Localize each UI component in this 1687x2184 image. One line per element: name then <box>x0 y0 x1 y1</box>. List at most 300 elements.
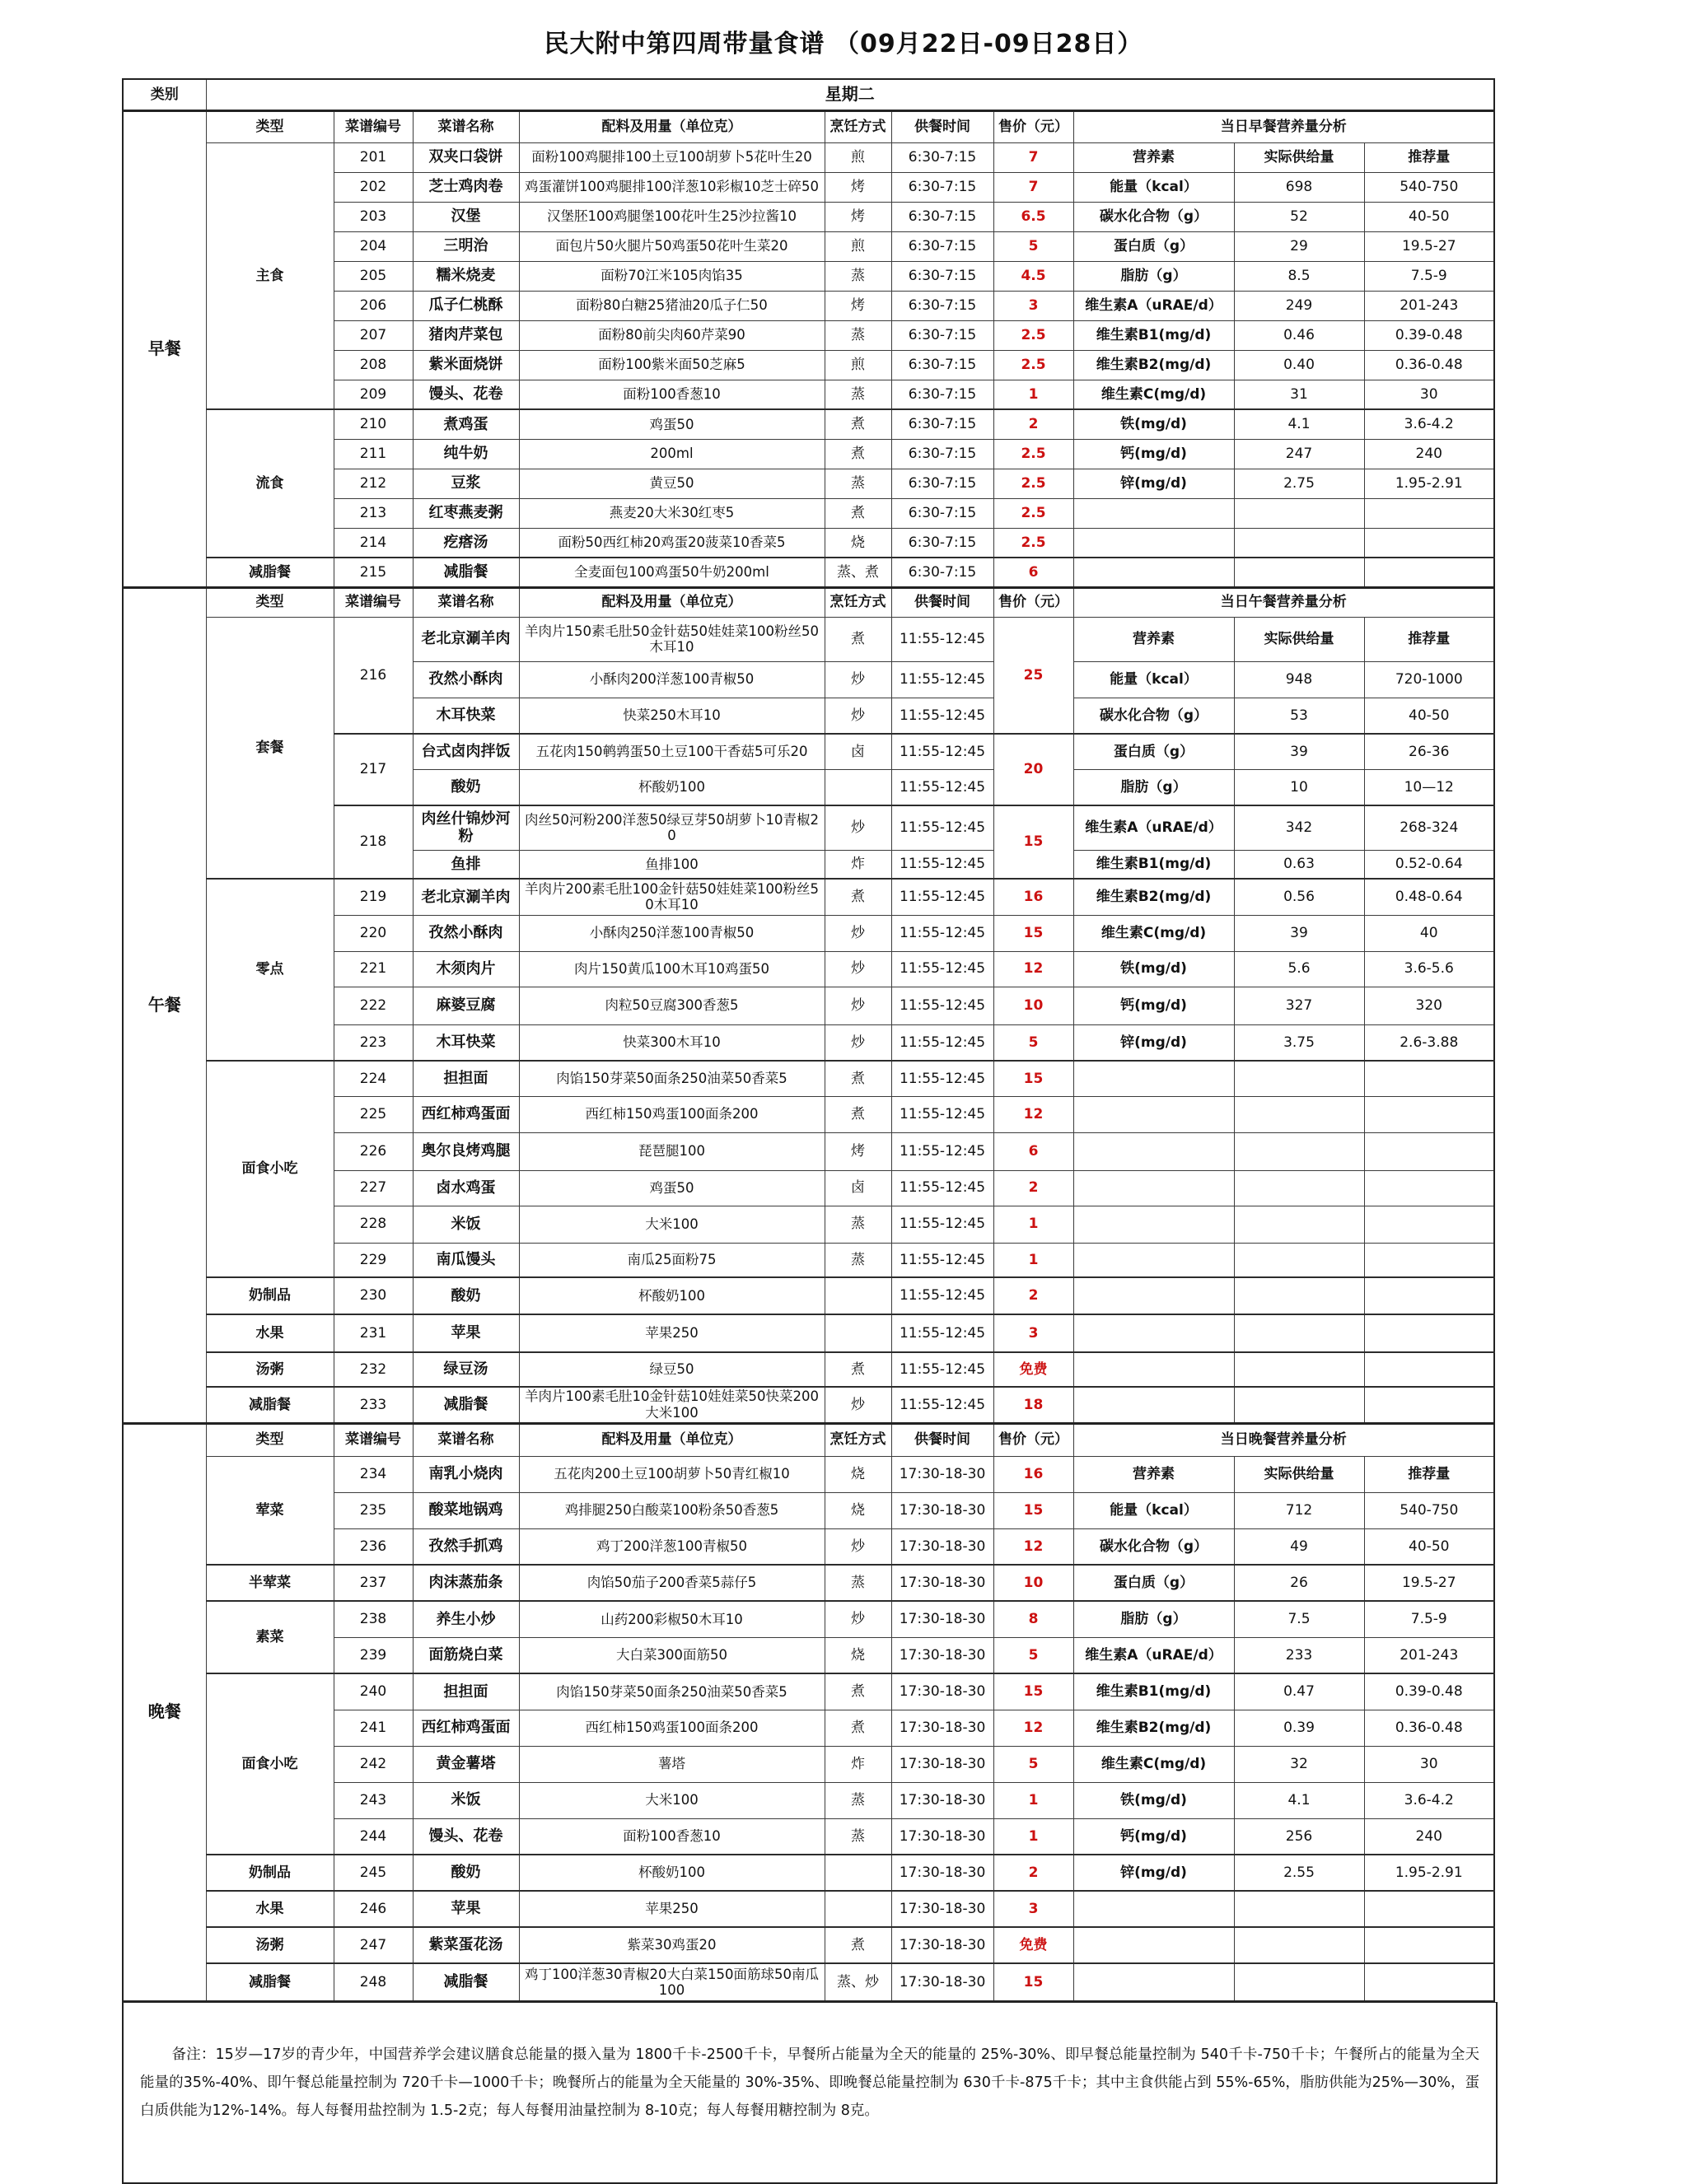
nutrient-name: 能量（kcal） <box>1073 1492 1234 1528</box>
nutrient-name: 碳水化合物（g） <box>1073 698 1234 734</box>
dish-code: 242 <box>334 1746 413 1782</box>
ingredients-cell: 羊肉片200素毛肚100金针菇50娃娃菜100粉丝50木耳10 <box>519 879 825 915</box>
table-row <box>123 79 1494 110</box>
cooking-method: 蒸、煮 <box>825 558 891 587</box>
cooking-method: 烧 <box>825 1492 891 1528</box>
dish-code: 222 <box>334 987 413 1024</box>
nutrient-name: 脂肪（g） <box>1073 769 1234 805</box>
empty-cell <box>1364 528 1494 558</box>
ingredients-cell: 琵琶腿100 <box>519 1132 825 1170</box>
serving-time: 11:55-12:45 <box>891 1132 993 1170</box>
actual-supply-value: 0.56 <box>1234 879 1364 915</box>
column-header: 菜谱编号 <box>334 110 413 142</box>
dish-code: 229 <box>334 1243 413 1277</box>
food-group-label: 水果 <box>206 1891 334 1927</box>
nutrient-name: 碳水化合物（g） <box>1073 1528 1234 1565</box>
dish-code: 238 <box>334 1601 413 1637</box>
ingredients-cell: 面粉70江米105肉馅35 <box>519 261 825 291</box>
table-row <box>123 1061 1494 1096</box>
column-header: 菜谱编号 <box>334 587 413 617</box>
serving-time: 17:30-18-30 <box>891 1492 993 1528</box>
serving-time: 11:55-12:45 <box>891 734 993 769</box>
dish-name: 担担面 <box>413 1061 519 1096</box>
column-header: 售价（元） <box>993 587 1073 617</box>
empty-cell <box>1234 1277 1364 1314</box>
menu-table <box>122 78 1495 2002</box>
ingredients-cell: 肉馅50茄子200香菜5蒜仔5 <box>519 1565 825 1601</box>
dish-name: 红枣燕麦粥 <box>413 498 519 528</box>
column-header: 菜谱名称 <box>413 1423 519 1456</box>
serving-time: 17:30-18-30 <box>891 1818 993 1855</box>
ingredients-cell: 面粉100紫米面50芝麻5 <box>519 350 825 380</box>
table-row <box>123 409 1494 439</box>
actual-supply-value: 49 <box>1234 1528 1364 1565</box>
dish-name: 米饭 <box>413 1206 519 1243</box>
cooking-method: 煎 <box>825 350 891 380</box>
nutrient-name: 蛋白质（g） <box>1073 734 1234 769</box>
price-cell: 2.5 <box>993 498 1073 528</box>
dish-name: 苹果 <box>413 1314 519 1352</box>
serving-time: 6:30-7:15 <box>891 172 993 202</box>
dish-code: 244 <box>334 1818 413 1855</box>
nutrient-name: 铁(mg/d) <box>1073 1782 1234 1818</box>
price-cell: 7 <box>993 172 1073 202</box>
nutrient-name: 营养素 <box>1073 142 1234 172</box>
ingredients-cell: 鸡丁200洋葱100青椒50 <box>519 1528 825 1565</box>
dish-name: 南乳小烧肉 <box>413 1456 519 1492</box>
dish-name: 馒头、花卷 <box>413 380 519 409</box>
dish-code: 245 <box>334 1855 413 1891</box>
table-row <box>123 1456 1494 1492</box>
dish-name: 担担面 <box>413 1673 519 1710</box>
price-cell: 2.5 <box>993 439 1073 469</box>
dish-name: 汉堡 <box>413 202 519 231</box>
empty-cell <box>1364 1387 1494 1423</box>
dish-code: 206 <box>334 291 413 320</box>
dish-name: 紫米面烧饼 <box>413 350 519 380</box>
nutrient-name: 维生素A（uRAE/d） <box>1073 805 1234 850</box>
cooking-method: 炒 <box>825 1601 891 1637</box>
dish-name: 豆浆 <box>413 469 519 498</box>
empty-cell <box>1234 1927 1364 1963</box>
ingredients-cell: 羊肉片150素毛肚50金针菇50娃娃菜100粉丝50木耳10 <box>519 617 825 661</box>
actual-supply-value: 0.63 <box>1234 850 1364 879</box>
serving-time: 11:55-12:45 <box>891 661 993 698</box>
price-cell: 20 <box>993 734 1073 805</box>
serving-time: 6:30-7:15 <box>891 231 993 261</box>
recommended-value: 0.39-0.48 <box>1364 320 1494 350</box>
price-cell: 15 <box>993 1963 1073 2001</box>
serving-time: 11:55-12:45 <box>891 1387 993 1423</box>
nutrient-name: 维生素C(mg/d) <box>1073 1746 1234 1782</box>
dish-name: 肉丝什锦炒河粉 <box>413 805 519 850</box>
empty-cell <box>1073 1352 1234 1387</box>
ingredients-cell: 西红柿150鸡蛋100面条200 <box>519 1710 825 1746</box>
recommended-value: 240 <box>1364 1818 1494 1855</box>
food-group-label: 奶制品 <box>206 1855 334 1891</box>
recommended-value: 40-50 <box>1364 202 1494 231</box>
cooking-method: 煎 <box>825 142 891 172</box>
dish-name: 黄金薯塔 <box>413 1746 519 1782</box>
recommended-value: 10—12 <box>1364 769 1494 805</box>
dish-code: 211 <box>334 439 413 469</box>
empty-cell <box>1234 1891 1364 1927</box>
cooking-method: 煮 <box>825 879 891 915</box>
recommended-value: 720-1000 <box>1364 661 1494 698</box>
dish-name: 馒头、花卷 <box>413 1818 519 1855</box>
dish-code: 224 <box>334 1061 413 1096</box>
dish-name: 酸菜地锅鸡 <box>413 1492 519 1528</box>
empty-cell <box>1234 1096 1364 1132</box>
dish-code: 201 <box>334 142 413 172</box>
price-cell: 6 <box>993 558 1073 587</box>
serving-time: 17:30-18-30 <box>891 1927 993 1963</box>
serving-time: 11:55-12:45 <box>891 1061 993 1096</box>
empty-cell <box>1364 1206 1494 1243</box>
recommended-value: 7.5-9 <box>1364 1601 1494 1637</box>
price-cell: 15 <box>993 1061 1073 1096</box>
ingredients-cell: 小酥肉200洋葱100青椒50 <box>519 661 825 698</box>
dish-code: 235 <box>334 1492 413 1528</box>
cooking-method: 炒 <box>825 698 891 734</box>
cooking-method: 蒸 <box>825 469 891 498</box>
price-cell: 25 <box>993 617 1073 734</box>
food-group-label: 减脂餐 <box>206 1963 334 2001</box>
recommended-value: 30 <box>1364 1746 1494 1782</box>
actual-supply-value: 39 <box>1234 915 1364 951</box>
ingredients-cell: 南瓜25面粉75 <box>519 1243 825 1277</box>
dish-name: 疙瘩汤 <box>413 528 519 558</box>
price-cell: 1 <box>993 1782 1073 1818</box>
recommended-value: 0.48-0.64 <box>1364 879 1494 915</box>
price-cell: 2.5 <box>993 469 1073 498</box>
empty-cell <box>825 769 891 805</box>
actual-supply-value: 10 <box>1234 769 1364 805</box>
price-cell: 7 <box>993 142 1073 172</box>
nutrient-name: 维生素B1(mg/d) <box>1073 320 1234 350</box>
price-cell: 18 <box>993 1387 1073 1423</box>
empty-cell <box>1364 1132 1494 1170</box>
price-cell: 15 <box>993 1673 1073 1710</box>
cooking-method: 炸 <box>825 850 891 879</box>
ingredients-cell: 薯塔 <box>519 1746 825 1782</box>
recommended-value: 30 <box>1364 380 1494 409</box>
cooking-method: 煎 <box>825 231 891 261</box>
price-cell: 12 <box>993 1096 1073 1132</box>
weekday-header: 星期二 <box>206 79 1494 110</box>
serving-time: 17:30-18-30 <box>891 1710 993 1746</box>
serving-time: 6:30-7:15 <box>891 320 993 350</box>
table-row <box>123 1423 1494 1456</box>
price-cell: 1 <box>993 1818 1073 1855</box>
actual-supply-value: 0.47 <box>1234 1673 1364 1710</box>
column-header: 烹饪方式 <box>825 587 891 617</box>
empty-cell <box>1364 1927 1494 1963</box>
cooking-method: 炒 <box>825 1528 891 1565</box>
ingredients-cell: 肉片150黄瓜100木耳10鸡蛋50 <box>519 951 825 987</box>
cooking-method: 煮 <box>825 409 891 439</box>
price-cell: 15 <box>993 915 1073 951</box>
dish-code: 221 <box>334 951 413 987</box>
dish-name: 奥尔良烤鸡腿 <box>413 1132 519 1170</box>
ingredients-cell: 快菜300木耳10 <box>519 1024 825 1061</box>
ingredients-cell: 西红柿150鸡蛋100面条200 <box>519 1096 825 1132</box>
actual-supply-value: 0.39 <box>1234 1710 1364 1746</box>
nutrient-name: 维生素A（uRAE/d） <box>1073 1637 1234 1673</box>
price-cell: 3 <box>993 1891 1073 1927</box>
price-cell: 3 <box>993 1314 1073 1352</box>
dish-name: 苹果 <box>413 1891 519 1927</box>
food-group-label: 面食小吃 <box>206 1061 334 1277</box>
nutrient-name: 维生素B2(mg/d) <box>1073 879 1234 915</box>
cooking-method: 烧 <box>825 528 891 558</box>
serving-time: 6:30-7:15 <box>891 380 993 409</box>
serving-time: 6:30-7:15 <box>891 439 993 469</box>
meal-label: 午餐 <box>123 587 206 1423</box>
ingredients-cell: 面粉80前尖肉60芹菜90 <box>519 320 825 350</box>
column-header: 推荐量 <box>1364 142 1494 172</box>
empty-cell <box>1234 1206 1364 1243</box>
nutrient-name: 维生素B2(mg/d) <box>1073 350 1234 380</box>
price-cell: 3 <box>993 291 1073 320</box>
actual-supply-value: 342 <box>1234 805 1364 850</box>
actual-supply-value: 698 <box>1234 172 1364 202</box>
dish-code: 231 <box>334 1314 413 1352</box>
price-cell: 2 <box>993 1277 1073 1314</box>
dish-name: 西红柿鸡蛋面 <box>413 1096 519 1132</box>
dish-code: 223 <box>334 1024 413 1061</box>
recommended-value: 240 <box>1364 439 1494 469</box>
food-group-label: 零点 <box>206 879 334 1061</box>
empty-cell <box>1073 1170 1234 1206</box>
column-header: 类型 <box>206 110 334 142</box>
cooking-method: 蒸 <box>825 320 891 350</box>
empty-cell <box>1364 1277 1494 1314</box>
column-header: 配料及用量（单位克） <box>519 110 825 142</box>
dish-name: 紫菜蛋花汤 <box>413 1927 519 1963</box>
serving-time: 6:30-7:15 <box>891 409 993 439</box>
actual-supply-value: 0.46 <box>1234 320 1364 350</box>
table-row <box>123 110 1494 142</box>
food-group-label: 素菜 <box>206 1601 334 1673</box>
recommended-value: 40-50 <box>1364 1528 1494 1565</box>
dish-code: 248 <box>334 1963 413 2001</box>
price-cell: 10 <box>993 987 1073 1024</box>
food-group-label: 减脂餐 <box>206 558 334 587</box>
dish-name: 猪肉芹菜包 <box>413 320 519 350</box>
nutrient-name: 锌(mg/d) <box>1073 1855 1234 1891</box>
dish-name: 酸奶 <box>413 1277 519 1314</box>
price-cell: 16 <box>993 1456 1073 1492</box>
nutrient-name: 能量（kcal） <box>1073 661 1234 698</box>
serving-time: 6:30-7:15 <box>891 558 993 587</box>
dish-code: 204 <box>334 231 413 261</box>
recommended-value: 19.5-27 <box>1364 231 1494 261</box>
serving-time: 6:30-7:15 <box>891 142 993 172</box>
table-row <box>123 1963 1494 2001</box>
dish-name: 肉沫蒸茄条 <box>413 1565 519 1601</box>
nutrient-name: 蛋白质（g） <box>1073 231 1234 261</box>
dish-code: 208 <box>334 350 413 380</box>
dish-code: 247 <box>334 1927 413 1963</box>
cooking-method: 煮 <box>825 498 891 528</box>
ingredients-cell: 杯酸奶100 <box>519 769 825 805</box>
serving-time: 6:30-7:15 <box>891 261 993 291</box>
serving-time: 6:30-7:15 <box>891 350 993 380</box>
nutrient-name: 维生素C(mg/d) <box>1073 915 1234 951</box>
ingredients-cell: 面粉50西红柿20鸡蛋20菠菜10香菜5 <box>519 528 825 558</box>
analysis-header: 当日午餐营养量分析 <box>1073 587 1494 617</box>
price-cell: 15 <box>993 805 1073 879</box>
ingredients-cell: 肉丝50河粉200洋葱50绿豆芽50胡萝卜10青椒20 <box>519 805 825 850</box>
table-row <box>123 1277 1494 1314</box>
recommended-value: 0.39-0.48 <box>1364 1673 1494 1710</box>
column-header: 实际供给量 <box>1234 1456 1364 1492</box>
actual-supply-value: 256 <box>1234 1818 1364 1855</box>
table-row <box>123 1673 1494 1710</box>
price-cell: 2 <box>993 409 1073 439</box>
recommended-value: 7.5-9 <box>1364 261 1494 291</box>
cooking-method: 煮 <box>825 1710 891 1746</box>
empty-cell <box>1073 528 1234 558</box>
cooking-method: 烧 <box>825 1637 891 1673</box>
cooking-method: 卤 <box>825 1170 891 1206</box>
recommended-value: 201-243 <box>1364 1637 1494 1673</box>
empty-cell <box>1234 1387 1364 1423</box>
serving-time: 17:30-18-30 <box>891 1891 993 1927</box>
price-cell: 5 <box>993 1637 1073 1673</box>
nutrient-name: 维生素A（uRAE/d） <box>1073 291 1234 320</box>
serving-time: 11:55-12:45 <box>891 879 993 915</box>
ingredients-cell: 鸡蛋50 <box>519 1170 825 1206</box>
actual-supply-value: 39 <box>1234 734 1364 769</box>
price-cell: 1 <box>993 1206 1073 1243</box>
column-header: 实际供给量 <box>1234 142 1364 172</box>
dish-code: 230 <box>334 1277 413 1314</box>
ingredients-cell: 面粉100香葱10 <box>519 380 825 409</box>
ingredients-cell: 小酥肉250洋葱100青椒50 <box>519 915 825 951</box>
empty-cell <box>825 1891 891 1927</box>
ingredients-cell: 面粉100香葱10 <box>519 1818 825 1855</box>
dish-code: 232 <box>334 1352 413 1387</box>
ingredients-cell: 200ml <box>519 439 825 469</box>
dish-name: 老北京涮羊肉 <box>413 879 519 915</box>
actual-supply-value: 53 <box>1234 698 1364 734</box>
nutrient-name: 铁(mg/d) <box>1073 951 1234 987</box>
serving-time: 6:30-7:15 <box>891 498 993 528</box>
dish-name: 南瓜馒头 <box>413 1243 519 1277</box>
cooking-method: 煮 <box>825 1061 891 1096</box>
dish-code: 237 <box>334 1565 413 1601</box>
dish-code: 234 <box>334 1456 413 1492</box>
ingredients-cell: 羊肉片100素毛肚10金针菇10娃娃菜50快菜200大米100 <box>519 1387 825 1423</box>
table-row <box>123 1601 1494 1637</box>
cooking-method: 炒 <box>825 1024 891 1061</box>
empty-cell <box>1364 558 1494 587</box>
nutrient-name: 脂肪（g） <box>1073 261 1234 291</box>
cooking-method: 烤 <box>825 291 891 320</box>
empty-cell <box>1364 1891 1494 1927</box>
dish-code: 215 <box>334 558 413 587</box>
actual-supply-value: 2.55 <box>1234 1855 1364 1891</box>
price-cell: 1 <box>993 380 1073 409</box>
empty-cell <box>1364 1314 1494 1352</box>
dish-code: 207 <box>334 320 413 350</box>
actual-supply-value: 26 <box>1234 1565 1364 1601</box>
cooking-method: 煮 <box>825 1096 891 1132</box>
ingredients-cell: 杯酸奶100 <box>519 1277 825 1314</box>
price-cell: 12 <box>993 1710 1073 1746</box>
cooking-method: 炒 <box>825 1387 891 1423</box>
dish-code: 214 <box>334 528 413 558</box>
cooking-method: 煮 <box>825 1927 891 1963</box>
empty-cell <box>1073 1963 1234 2001</box>
cooking-method: 蒸 <box>825 380 891 409</box>
empty-cell <box>825 1314 891 1352</box>
price-cell: 4.5 <box>993 261 1073 291</box>
dish-name: 芝士鸡肉卷 <box>413 172 519 202</box>
dish-name: 老北京涮羊肉 <box>413 617 519 661</box>
actual-supply-value: 8.5 <box>1234 261 1364 291</box>
serving-time: 17:30-18-30 <box>891 1565 993 1601</box>
recommended-value: 0.52-0.64 <box>1364 850 1494 879</box>
empty-cell <box>1234 1243 1364 1277</box>
analysis-header: 当日晚餐营养量分析 <box>1073 1423 1494 1456</box>
price-cell: 5 <box>993 1024 1073 1061</box>
dish-code: 205 <box>334 261 413 291</box>
footnote: 备注：15岁—17岁的青少年，中国营养学会建议膳食总能量的摄入量为 1800千卡-2500千卡，早餐所占能量为全天的能量的 25%-30%、即早餐总能量控制为 540千卡-750千卡；午餐所占的能量为全天能量的35%-40%、即午餐总能量控制为 720千卡—1000千卡；晚餐所占的能量为全天能量的 30%-35%、即晚餐总能量控制为 630千卡-875千卡；其中主食供能占到 55%-65%，脂肪供能为25%—30%，蛋白质供能为12%-14%。每人每餐用盐控制为 1.5-2克；每人每餐用油量控制为 8-10克；每人每餐用糖控制为 8克。 <box>122 2002 1498 2184</box>
empty-cell <box>1364 498 1494 528</box>
empty-cell <box>1073 1387 1234 1423</box>
actual-supply-value: 32 <box>1234 1746 1364 1782</box>
ingredients-cell: 绿豆50 <box>519 1352 825 1387</box>
dish-name: 孜然手抓鸡 <box>413 1528 519 1565</box>
nutrient-name: 锌(mg/d) <box>1073 469 1234 498</box>
dish-name: 木须肉片 <box>413 951 519 987</box>
actual-supply-value: 4.1 <box>1234 409 1364 439</box>
empty-cell <box>1073 1096 1234 1132</box>
dish-name: 卤水鸡蛋 <box>413 1170 519 1206</box>
column-header: 实际供给量 <box>1234 617 1364 661</box>
cooking-method: 煮 <box>825 439 891 469</box>
serving-time: 11:55-12:45 <box>891 1352 993 1387</box>
price-cell: 10 <box>993 1565 1073 1601</box>
price-cell: 5 <box>993 1746 1073 1782</box>
empty-cell <box>1234 558 1364 587</box>
dish-code: 220 <box>334 915 413 951</box>
ingredients-cell: 鸡蛋50 <box>519 409 825 439</box>
empty-cell <box>825 1277 891 1314</box>
dish-name: 糯米烧麦 <box>413 261 519 291</box>
recommended-value: 540-750 <box>1364 1492 1494 1528</box>
food-group-label: 主食 <box>206 142 334 409</box>
price-cell: 免费 <box>993 1927 1073 1963</box>
meal-label: 早餐 <box>123 110 206 587</box>
price-cell: 6 <box>993 1132 1073 1170</box>
nutrient-name: 维生素B1(mg/d) <box>1073 1673 1234 1710</box>
empty-cell <box>1073 1243 1234 1277</box>
nutrient-name: 蛋白质（g） <box>1073 1565 1234 1601</box>
serving-time: 11:55-12:45 <box>891 987 993 1024</box>
food-group-label: 套餐 <box>206 617 334 879</box>
empty-cell <box>1073 1206 1234 1243</box>
dish-code: 210 <box>334 409 413 439</box>
dish-code: 233 <box>334 1387 413 1423</box>
ingredients-cell: 大米100 <box>519 1206 825 1243</box>
food-group-label: 半荤菜 <box>206 1565 334 1601</box>
serving-time: 11:55-12:45 <box>891 617 993 661</box>
ingredients-cell: 紫菜30鸡蛋20 <box>519 1927 825 1963</box>
